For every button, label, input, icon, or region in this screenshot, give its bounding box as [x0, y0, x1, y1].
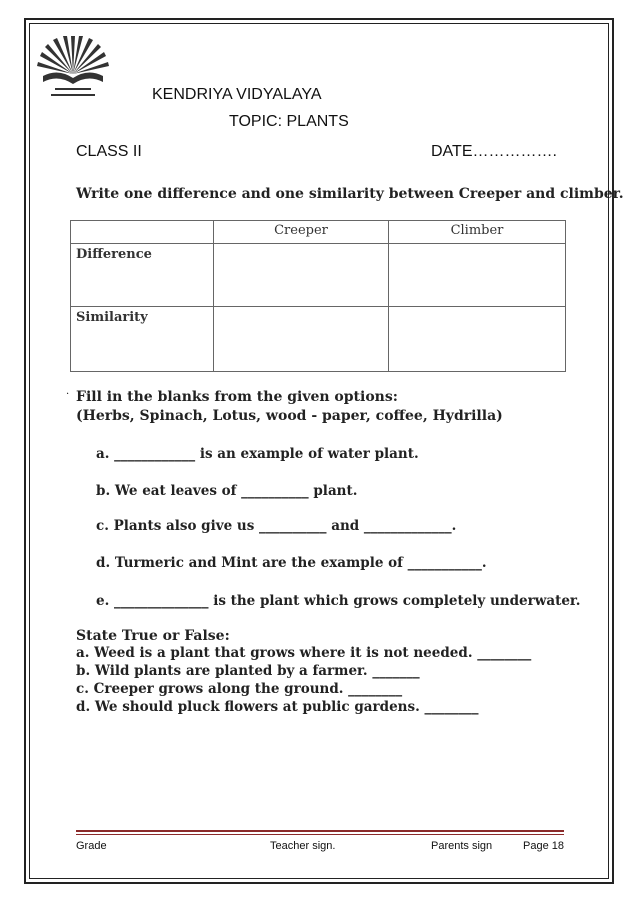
table-row: [71, 307, 566, 372]
footer-teacher-sign: Teacher sign.: [270, 840, 336, 852]
school-logo-icon: [33, 36, 113, 104]
row-label: Difference: [71, 244, 214, 307]
footer-page-number: Page 18: [523, 840, 564, 852]
date-field: DATE…………….: [431, 143, 557, 160]
section2-options: (Herbs, Spinach, Lotus, wood - paper, coffee, Hydrilla): [76, 408, 503, 424]
table-header-cell: [71, 221, 214, 244]
class-label: CLASS II: [76, 143, 142, 160]
fill-blank-item: a. ____________ is an example of water plant.: [96, 446, 419, 462]
footer-divider: [76, 834, 564, 835]
answer-cell[interactable]: [214, 307, 389, 372]
comparison-table: [70, 220, 566, 372]
fill-blank-item: d. Turmeric and Mint are the example of ___________.: [96, 555, 487, 571]
answer-cell[interactable]: [214, 244, 389, 307]
table-header-row: [71, 221, 566, 244]
section1-prompt: Write one difference and one similarity between Creeper and climber.: [76, 186, 624, 202]
table-header-cell: Climber: [389, 221, 566, 244]
answer-cell[interactable]: [389, 244, 566, 307]
row-label: Similarity: [71, 307, 214, 372]
answer-cell[interactable]: [389, 307, 566, 372]
table-row: [71, 244, 566, 307]
true-false-item: b. Wild plants are planted by a farmer. _______: [76, 663, 420, 679]
true-false-item: a. Weed is a plant that grows where it is not needed. ________: [76, 645, 532, 661]
school-name: KENDRIYA VIDYALAYA: [152, 86, 322, 103]
footer-grade: Grade: [76, 840, 107, 852]
section2-prompt: Fill in the blanks from the given options:: [76, 389, 398, 405]
topic-title: TOPIC: PLANTS: [229, 113, 349, 130]
fill-blank-item: e. ______________ is the plant which grows completely underwater.: [96, 593, 581, 609]
fill-blank-item: c. Plants also give us __________ and _____________.: [96, 518, 457, 534]
bullet-dot: .: [66, 386, 70, 397]
true-false-item: c. Creeper grows along the ground. ________: [76, 681, 403, 697]
table-header-cell: Creeper: [214, 221, 389, 244]
section3-prompt: State True or False:: [76, 628, 230, 644]
footer-divider: [76, 830, 564, 832]
footer-parents-sign: Parents sign: [431, 840, 493, 852]
true-false-item: d. We should pluck flowers at public gardens. ________: [76, 699, 479, 715]
fill-blank-item: b. We eat leaves of __________ plant.: [96, 483, 358, 499]
